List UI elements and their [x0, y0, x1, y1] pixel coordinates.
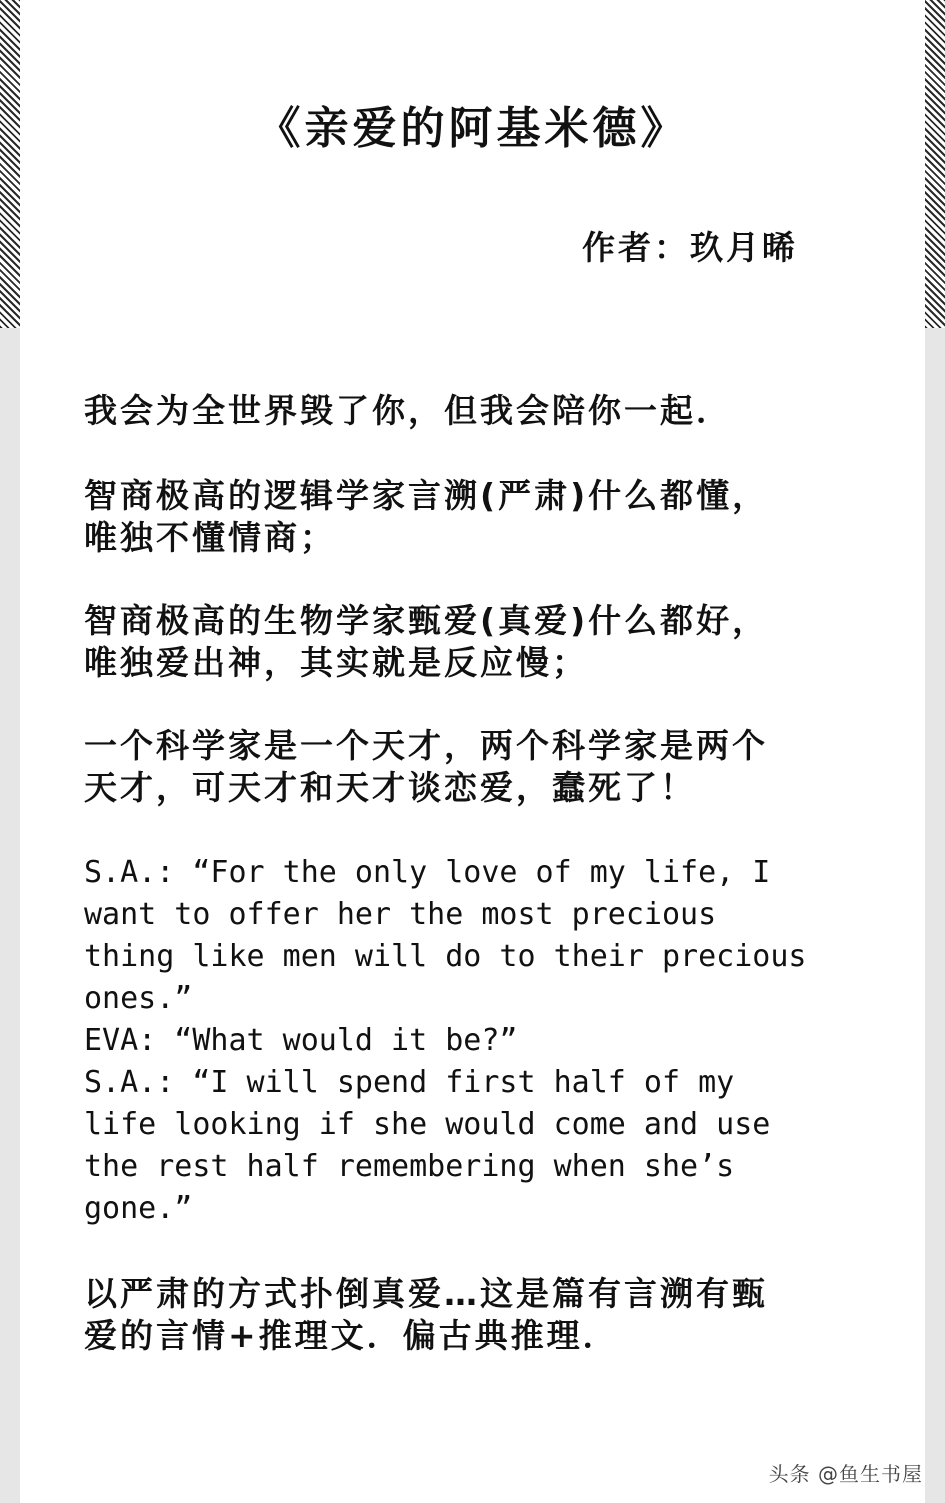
paragraph-line: 智商极高的生物学家甄爱(真爱)什么都好，: [84, 601, 769, 640]
paragraph-line: 唯独不懂情商；: [84, 518, 336, 557]
paragraph-line: 智商极高的逻辑学家言溯(严肃)什么都懂，: [84, 476, 769, 515]
english-dialogue-line: thing like men will do to their precious: [84, 939, 807, 974]
english-dialogue-line: EVA: “What would it be?”: [84, 1023, 518, 1058]
author-line: 作者：玖月晞: [582, 228, 798, 267]
paragraph-line: 天才，可天才和天才谈恋爱，蠢死了！: [84, 768, 696, 807]
left-gray-band: [0, 328, 20, 1503]
english-dialogue-line: the rest half remembering when she’s: [84, 1149, 735, 1184]
english-dialogue-line: S.A.: “I will spend first half of my: [84, 1065, 735, 1100]
english-dialogue-line: gone.”: [84, 1191, 193, 1226]
english-dialogue-line: want to offer her the most precious: [84, 897, 717, 932]
right-gray-band: [925, 328, 945, 1503]
paragraph-line: 以严肃的方式扑倒真爱…这是篇有言溯有甄: [84, 1274, 768, 1313]
english-dialogue-line: S.A.: “For the only love of my life, I: [84, 855, 771, 890]
tagline: 我会为全世界毁了你，但我会陪你一起．: [84, 391, 732, 430]
watermark: 头条 @鱼生书屋: [768, 1462, 923, 1486]
book-title: 《亲爱的阿基米德》: [256, 103, 689, 154]
english-dialogue-line: life looking if she would come and use: [84, 1107, 771, 1142]
paragraph-line: 唯独爱出神，其实就是反应慢；: [84, 643, 588, 682]
right-hatch-border: [925, 0, 945, 328]
paragraph-line: 爱的言情+推理文．偏古典推理．: [84, 1316, 619, 1355]
left-hatch-border: [0, 0, 20, 328]
english-dialogue-line: ones.”: [84, 981, 193, 1016]
paragraph-line: 一个科学家是一个天才，两个科学家是两个: [84, 726, 768, 765]
